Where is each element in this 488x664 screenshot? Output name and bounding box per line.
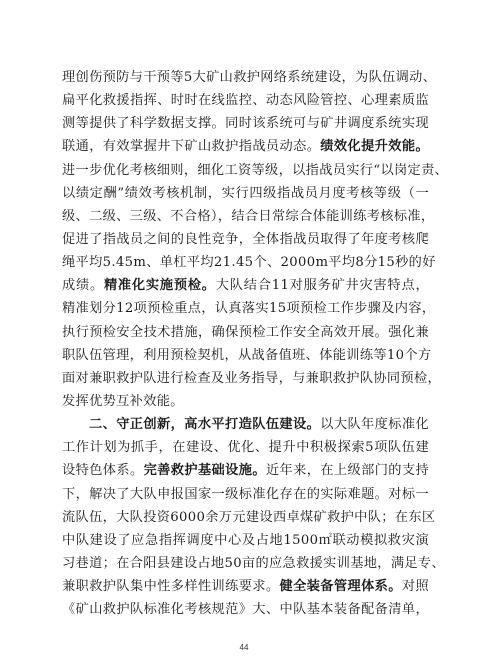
text-run: 促进了指战员之间的良性竞争，全体指战员取得了年度考核爬 — [62, 231, 429, 247]
text-run: 流队伍，大队投资6000余万元建设西卓煤矿救护中队；在东区 — [62, 509, 436, 525]
text-run: 近年来，在上级部门的支持 — [265, 463, 430, 479]
text-line — [62, 529, 429, 552]
text-line — [62, 367, 442, 390]
text-run: 理创伤预防与干预等5大矿山救护网络系统建设，为队伍调动、 — [62, 70, 437, 85]
text-line — [62, 506, 436, 529]
bold-heading-run: 完善救护基础设施。 — [143, 463, 266, 479]
text-line — [62, 66, 437, 89]
bold-heading-run: 精准化实施预检。 — [103, 278, 216, 294]
text-line — [62, 598, 429, 621]
text-run: 面对兼职救护队进行检查及业务指导，与兼职救护队协同预检， — [62, 370, 442, 386]
text-run: 以绩定酬”绩效考核机制，实行四级指战员月度考核等级（一 — [62, 185, 429, 201]
text-line — [62, 297, 436, 320]
text-line — [62, 251, 436, 274]
text-run: 设特色体系。 — [62, 463, 144, 479]
text-run: 工作计划为抓手，在建设、优化、提升中积极探索5项队伍建 — [62, 440, 429, 456]
text-run: 执行预检安全技术措施，确保预检工作安全高效开展。强化兼 — [62, 324, 429, 340]
text-run: 下，解决了大队申报国家一级标准化存在的实际难题。对标一 — [62, 486, 429, 502]
text-line — [62, 321, 429, 344]
text-run: 职队伍管理，利用预检契机，从战备值班、体能训练等10个方 — [62, 347, 432, 363]
text-run: 发挥优势互补效能。 — [62, 393, 184, 409]
page-number: 44 — [239, 643, 249, 652]
text-line — [62, 575, 429, 598]
text-run: 绳平均5.45m、单杠平均21.45个、2000m平均8分15秒的好 — [62, 255, 436, 271]
text-line — [62, 459, 429, 482]
text-line — [62, 344, 432, 367]
text-run: 中队建设了应急指挥调度中心及占地1500㎡联动模拟救灾演 — [62, 532, 429, 548]
text-line — [62, 182, 429, 205]
bold-heading-run: 绩效化提升效能。 — [320, 139, 429, 155]
text-line — [62, 436, 429, 459]
text-run: 联通，有效掌握井下矿山救护指战员动态。 — [62, 139, 321, 155]
text-run: 扁平化救援指挥、时时在线监控、动态风险管控、心理素质监 — [62, 93, 429, 109]
text-run: 以大队年度标准化 — [320, 417, 429, 433]
text-line — [62, 89, 429, 112]
text-line — [62, 552, 445, 575]
text-run: 精准划分12项预检重点，认真落实15项预检工作步骤及内容， — [62, 301, 436, 317]
text-line — [62, 390, 429, 413]
text-line — [62, 205, 435, 228]
text-run: 大队结合11对服务矿井灾害特点， — [215, 278, 429, 294]
text-line — [62, 274, 429, 297]
text-line — [62, 228, 429, 251]
text-run: 进一步优化考核细则，细化工资等级，以指战员实行“以岗定责、 — [62, 162, 449, 178]
text-line — [62, 112, 429, 135]
text-run: 级、二级、三级、不合格），结合日常综合体能训练考核标准， — [62, 208, 435, 224]
text-run: 测等提供了科学数据支撑。同时该系统可与矿井调度系统实现 — [62, 116, 429, 132]
text-line — [62, 159, 449, 182]
text-line — [62, 135, 429, 158]
text-run: 成绩。 — [62, 278, 104, 294]
body-text — [62, 66, 449, 621]
text-run: 习巷道；在合阳县建设占地50亩的应急救援实训基地，满足专、 — [62, 555, 445, 571]
bold-heading-run: 二、守正创新，高水平打造队伍建设。 — [89, 417, 321, 433]
text-line — [62, 483, 429, 506]
text-run: 《矿山救护队标准化考核规范》大、中队基本装备配备清单， — [62, 602, 429, 618]
text-line — [62, 413, 429, 436]
bold-heading-run: 健全装备管理体系。 — [279, 579, 402, 595]
text-run: 对照 — [401, 579, 430, 595]
text-run: 兼职救护队集中性多样性训练要求。 — [62, 579, 280, 595]
